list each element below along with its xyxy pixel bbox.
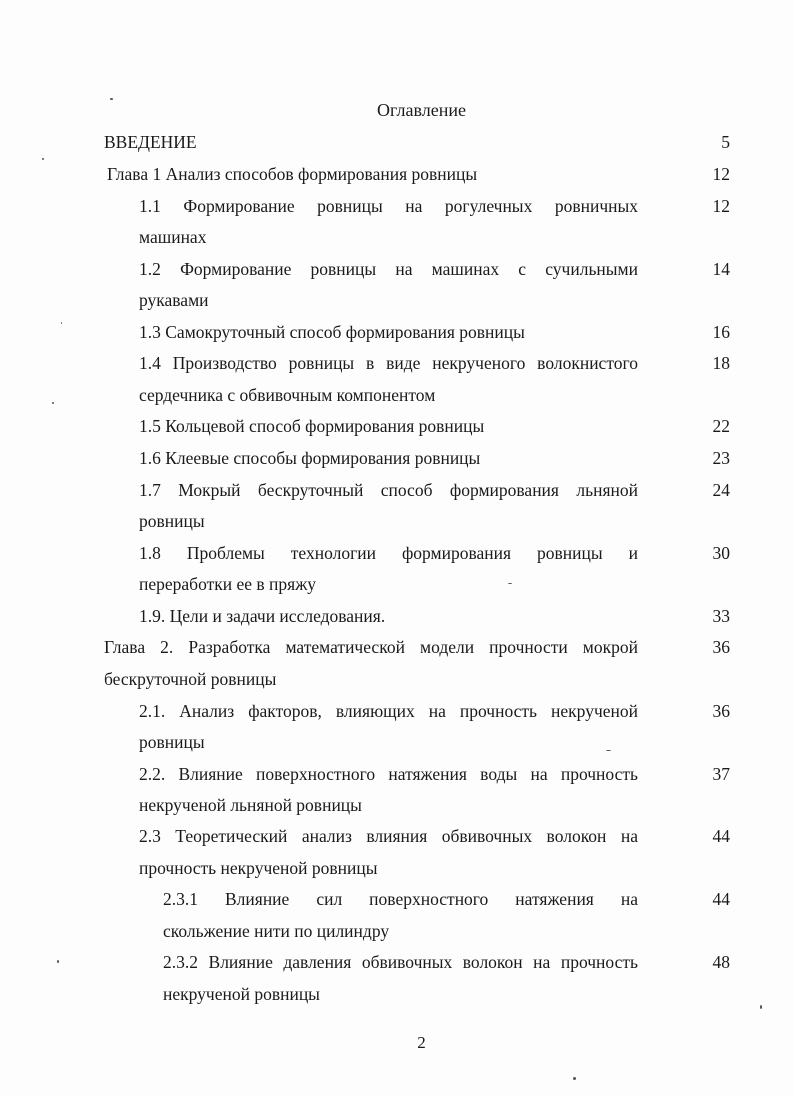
toc-entry-page: 12: [712, 164, 730, 184]
scan-speck: [508, 583, 512, 584]
toc-entry-text: 1.9. Цели и задачи исследования.: [139, 606, 386, 626]
toc-entry-text: 2.3.2 Влияние давления обвивочных волокон на прочность: [163, 952, 638, 972]
scan-speck: [573, 1077, 576, 1080]
toc-entry-text: 1.7 Мокрый бескруточный способ формирования льняной: [139, 480, 638, 500]
toc-entry-page: 22: [712, 416, 730, 436]
toc-entry-text: 1.5 Кольцевой способ формирования ровницы: [139, 416, 485, 436]
scan-speck: [61, 322, 62, 324]
toc-title: Оглавление: [377, 100, 466, 120]
toc-entry-page: 37: [712, 764, 730, 784]
scan-speck: [52, 402, 54, 404]
toc-entry-page: 23: [712, 448, 730, 468]
toc-entry-text: Глава 2. Разработка математической модели прочности мокрой: [104, 637, 638, 657]
toc-entry-text: 2.2. Влияние поверхностного натяжения воды на прочность: [139, 764, 638, 784]
toc-entry-text: 2.1. Анализ факторов, влияющих на прочность некрученой: [139, 701, 638, 721]
toc-entry-text: 1.4 Производство ровницы в виде некрученого волокнистого: [139, 353, 638, 373]
toc-entry-text-cont: сердечника с обвивочным компонентом: [139, 385, 436, 405]
toc-entry-text: 2.3 Теоретический анализ влияния обвивочных волокон на: [139, 826, 638, 846]
toc-entry-text: ВВЕДЕНИЕ: [104, 132, 197, 152]
scan-speck: [760, 1005, 762, 1009]
toc-entry-page: 36: [712, 701, 730, 721]
toc-entry-text-cont: ровницы: [139, 511, 205, 531]
toc-entry-page: 14: [712, 259, 730, 279]
toc-entry-text: 1.3 Самокруточный способ формирования ровницы: [139, 322, 525, 342]
toc-entry-text-cont: переработки ее в пряжу: [139, 574, 317, 594]
scan-speck: [42, 158, 44, 160]
toc-entry-text-cont: некрученой ровницы: [163, 984, 320, 1004]
toc-entry-text: 1.1 Формирование ровницы на рогулечных ровничных: [139, 196, 638, 216]
toc-entry-text: 1.6 Клеевые способы формирования ровницы: [139, 448, 481, 468]
toc-entry-page: 12: [712, 196, 730, 216]
toc-entry-page: 24: [712, 480, 730, 500]
toc-entry-text-cont: некрученой льняной ровницы: [139, 795, 362, 815]
toc-entry-text-cont: машинах: [139, 227, 207, 247]
scan-speck: [110, 98, 113, 100]
toc-entry-page: 5: [721, 132, 730, 152]
toc-entry-page: 36: [712, 637, 730, 657]
toc-entry-page: 33: [712, 606, 730, 626]
toc-entry-text-cont: прочность некрученой ровницы: [139, 858, 378, 878]
toc-entry-page: 48: [712, 952, 730, 972]
toc-entry-page: 30: [712, 543, 730, 563]
toc-entry-text-cont: скольжение нити по цилиндру: [163, 921, 390, 941]
toc-entry-page: 44: [712, 826, 730, 846]
toc-entry-text: 1.2 Формирование ровницы на машинах с сучильными: [139, 259, 638, 279]
toc-entry-text: 1.8 Проблемы технологии формирования ровницы и: [139, 543, 638, 563]
toc-entry-text: Глава 1 Анализ способов формирования ровницы: [107, 164, 478, 184]
toc-entry-page: 18: [712, 353, 730, 373]
toc-entry-text-cont: рукавами: [139, 290, 209, 310]
toc-entry-text: 2.3.1 Влияние сил поверхностного натяжения на: [163, 889, 638, 909]
scan-speck: [606, 750, 611, 751]
toc-entry-page: 44: [712, 889, 730, 909]
toc-entry-text-cont: бескруточной ровницы: [104, 669, 277, 689]
page-number: 2: [417, 1033, 426, 1052]
toc-entry-text-cont: ровницы: [139, 732, 205, 752]
toc-entry-page: 16: [712, 322, 730, 342]
scan-speck: [57, 960, 59, 963]
